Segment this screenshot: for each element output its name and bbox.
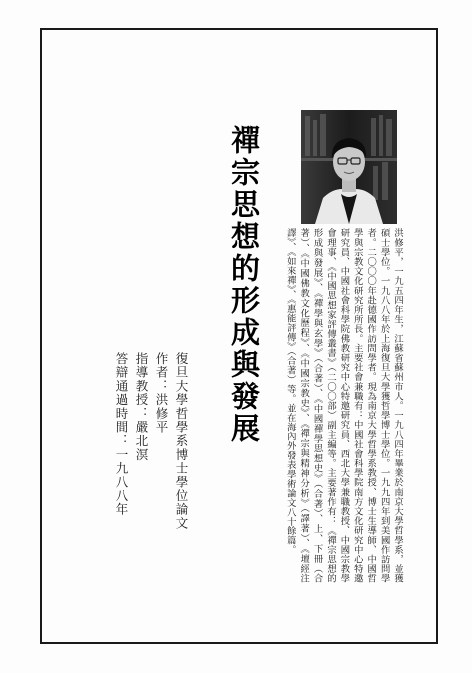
thesis-info bbox=[111, 352, 191, 531]
author-biography: 洪修平，一九五四年生，江蘇省蘇州市人。一九八四年畢業於南京大學哲學系，並獲碩士學位。一九八八年於上海復旦大學獲哲學博士學位。一九九四年到美國作訪問學者。二〇〇〇年赴德國作訪問學者。現為南京大學哲學系教授、博士生導師、中國哲學與宗教文化研究所所長。主要社會兼職有：中國社會科學院南方文化研究中心特邀研究員、中國社會科學院佛教研究中心特邀研究員、西北大學兼職教授、中國宗教學會理事、《中國思想家評傳叢書》（二〇〇部）副主編等。主要著作有：《禪宗思想的形成與發展》、《禪學與玄學》（合著）、《中國禪學思想史》（合著）、上、下冊（合著）、《中國佛教文化歷程》、《中國宗教史》、《禪宗與精神分析》（譯著）、《壇經注譯》、《如來禪》、《惠能評傳》（合著）等。並在海內外發表學術論文八十餘篇。 bbox=[284, 228, 403, 583]
thesis-author-line: 作者：洪修平 bbox=[154, 352, 169, 435]
book-title: 禪宗思想的形成與發展 bbox=[227, 125, 261, 445]
thesis-advisor-line: 指導教授：嚴北溟 bbox=[134, 352, 149, 462]
thesis-defense-date-line: 答辯通過時間：一九八八年 bbox=[114, 352, 129, 517]
author-photo bbox=[301, 110, 397, 224]
thesis-university-line: 復旦大學哲學系博士學位論文 bbox=[174, 352, 189, 531]
